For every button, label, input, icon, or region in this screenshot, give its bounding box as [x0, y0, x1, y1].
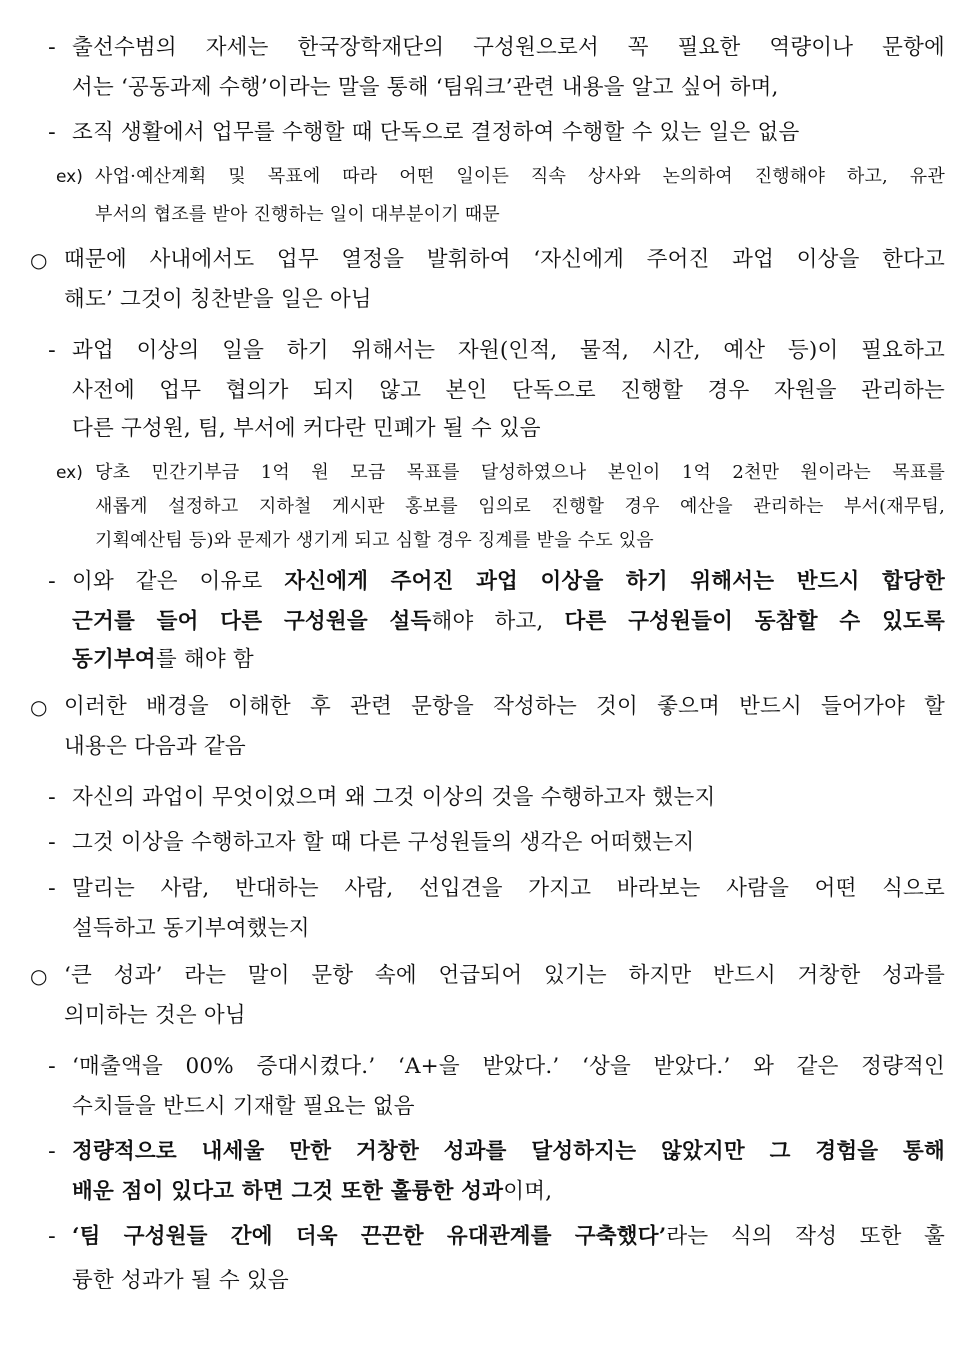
body-text: 서는 ‘공동과제 수행’이라는 말을 통해 ‘팀워크’관련 내용을 알고 싶어 하며, [72, 75, 779, 100]
text-line [72, 783, 715, 813]
text-line [72, 1052, 945, 1082]
body-text: 설득하고 동기부여했는지 [72, 916, 310, 941]
body-text: 말리는 사람, 반대하는 사람, 선입견을 가지고 바라보는 사람을 어떤 식으로 [72, 876, 945, 901]
text-line [64, 732, 246, 762]
body-text: 해야 하고, [431, 609, 565, 634]
circle-bullet-icon: ○ [30, 964, 48, 988]
emphasis-text: 정량적으로 내세울 만한 거창한 성과를 달성하지는 않았지만 그 경험을 통해 [72, 1139, 945, 1164]
body-text: 다른 구성원, 팀, 부서에 커다란 민폐가 될 수 있음 [72, 416, 541, 441]
dash-bullet-icon: - [48, 35, 56, 60]
body-text: 해도’ 그것이 칭찬받을 일은 아님 [64, 287, 372, 312]
dash-bullet-icon: - [48, 1054, 56, 1079]
circle-bullet-icon: ○ [30, 695, 48, 719]
text-line [72, 414, 541, 444]
body-text: 새롭게 설정하고 지하철 게시판 홍보를 임의로 진행할 경우 예산을 관리하는 부서(재무팀, [95, 496, 945, 517]
body-text: 이며, [503, 1179, 553, 1204]
body-text: 출선수범의 자세는 한국장학재단의 구성원으로서 꼭 필요한 역량이나 문항에 [72, 35, 945, 60]
body-text: 기획예산팀 등)와 문제가 생기게 되고 심할 경우 징계를 받을 수도 있음 [95, 530, 654, 551]
body-text: 라는 식의 작성 또한 훌 [666, 1224, 945, 1249]
body-text: 자신의 과업이 무엇이었으며 왜 그것 이상의 것을 수행하고자 했는지 [72, 785, 716, 810]
body-text: 때문에 사내에서도 업무 열정을 발휘하여 ‘자신에게 주어진 과업 이상을 한다고 [64, 247, 945, 272]
dash-bullet-icon: - [48, 876, 56, 901]
text-line [95, 164, 945, 190]
body-text: 수치들을 반드시 기재할 필요는 없음 [72, 1094, 415, 1119]
body-text: 를 해야 함 [155, 647, 254, 672]
body-text: ‘큰 성과’ 라는 말이 문항 속에 언급되어 있기는 하지만 반드시 거창한 성과를 [64, 963, 945, 988]
dash-bullet-icon: - [48, 1224, 56, 1249]
body-text: 사업·예산계획 및 목표에 따라 어떤 일이든 직속 상사와 논의하여 진행해야 하고, 유관 [95, 166, 945, 187]
dash-bullet-icon: - [48, 120, 56, 145]
emphasis-text: 다른 구성원들이 동참할 수 있도록 [564, 609, 945, 634]
dash-bullet-icon: - [48, 569, 56, 594]
dash-bullet-icon: - [48, 830, 56, 855]
text-line [72, 1137, 945, 1167]
body-text: 조직 생활에서 업무를 수행할 때 단독으로 결정하여 수행할 수 있는 일은 없음 [72, 120, 800, 145]
text-line [95, 202, 500, 228]
text-line [72, 376, 945, 406]
dash-bullet-icon: - [48, 338, 56, 363]
text-line [64, 245, 945, 275]
text-line [72, 645, 254, 675]
emphasis-text: 근거를 들어 다른 구성원을 설득 [72, 609, 432, 634]
dash-bullet-icon: - [48, 785, 56, 810]
body-text: 의미하는 것은 아님 [64, 1003, 246, 1028]
text-line [95, 494, 945, 520]
text-line [72, 607, 945, 637]
example-marker: ex) [56, 463, 83, 483]
emphasis-text: ‘팀 구성원들 간에 더욱 끈끈한 유대관계를 구축했다’ [72, 1224, 667, 1249]
text-line [64, 285, 372, 315]
example-marker: ex) [56, 167, 83, 187]
text-line [72, 33, 945, 63]
text-line [95, 460, 945, 486]
text-line [72, 1222, 945, 1252]
text-line [72, 73, 779, 103]
body-text: 부서의 협조를 받아 진행하는 일이 대부분이기 때문 [95, 204, 500, 225]
body-text: 사전에 업무 협의가 되지 않고 본인 단독으로 진행할 경우 자원을 관리하는 [72, 378, 945, 403]
body-text: 륭한 성과가 될 수 있음 [72, 1268, 289, 1293]
text-line [72, 567, 945, 597]
text-line [64, 961, 945, 991]
body-text: ‘매출액을 00% 증대시켰다.’ ‘A+을 받았다.’ ‘상을 받았다.’ 와 같은 정량적인 [72, 1054, 945, 1079]
emphasis-text: 배운 점이 있다고 하면 그것 또한 훌륭한 성과 [72, 1179, 504, 1204]
text-line [72, 1092, 415, 1122]
text-line [72, 1177, 552, 1207]
body-text: 내용은 다음과 같음 [64, 734, 246, 759]
text-line [72, 914, 310, 944]
body-text: 이러한 배경을 이해한 후 관련 문항을 작성하는 것이 좋으며 반드시 들어가야 할 [64, 694, 945, 719]
dash-bullet-icon: - [48, 1139, 56, 1164]
body-text: 당초 민간기부금 1억 원 모금 목표를 달성하였으나 본인이 1억 2천만 원이라는 목표를 [95, 462, 945, 483]
emphasis-text: 동기부여 [72, 647, 156, 672]
text-line [95, 528, 654, 554]
text-line [64, 692, 945, 722]
text-line [72, 118, 799, 148]
text-line [72, 828, 694, 858]
body-text: 이와 같은 이유로 [72, 569, 285, 594]
text-line [64, 1001, 246, 1031]
body-text: 과업 이상의 일을 하기 위해서는 자원(인적, 물적, 시간, 예산 등)이 필요하고 [72, 338, 945, 363]
text-line [72, 1266, 289, 1296]
body-text: 그것 이상을 수행하고자 할 때 다른 구성원들의 생각은 어떠했는지 [72, 830, 695, 855]
circle-bullet-icon: ○ [30, 248, 48, 272]
emphasis-text: 자신에게 주어진 과업 이상을 하기 위해서는 반드시 합당한 [284, 569, 945, 594]
text-line [72, 874, 945, 904]
text-line [72, 336, 945, 366]
